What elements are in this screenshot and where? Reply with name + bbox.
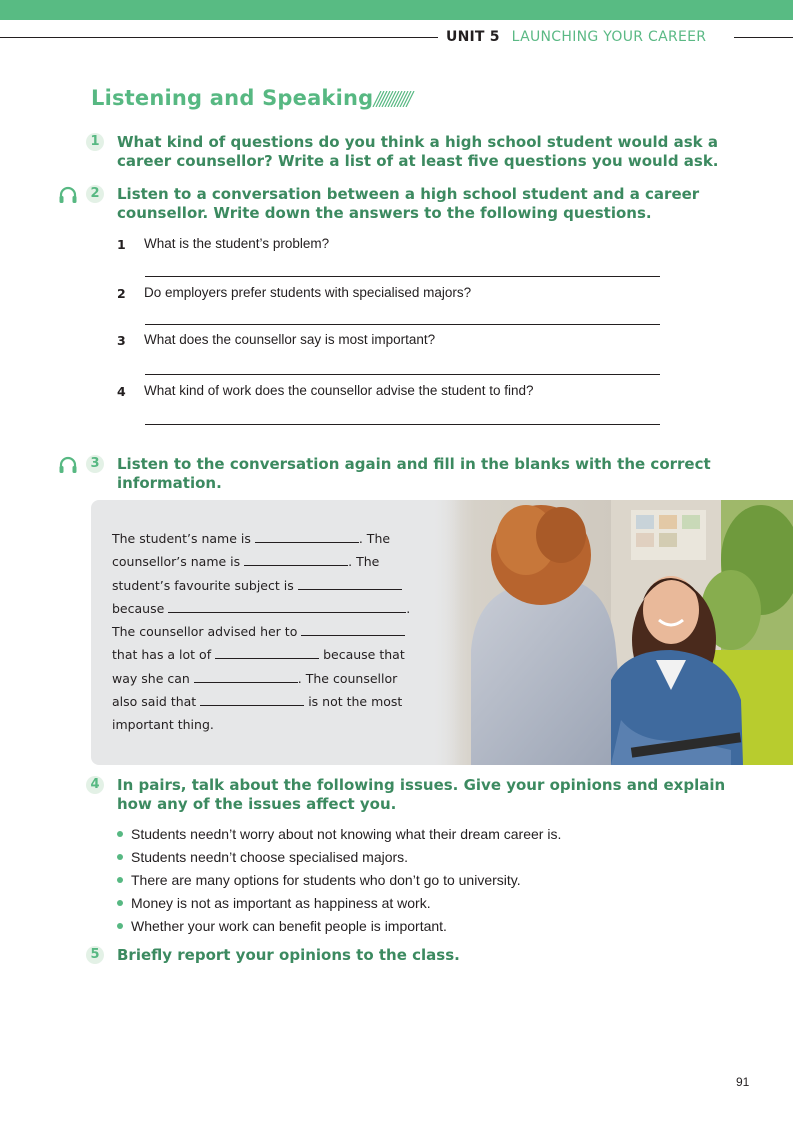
passage-text: because that [323, 647, 405, 663]
blank-reason[interactable] [168, 600, 406, 613]
list-item-text: Students needn’t choose specialised majors. [131, 849, 409, 865]
bullet-icon [117, 900, 123, 906]
list-item-text: Money is not as important as happiness at work. [131, 895, 431, 911]
counselling-photo [431, 500, 793, 765]
passage-text: student’s favourite subject is [112, 577, 294, 593]
blank-counsellor-name[interactable] [244, 553, 348, 566]
passage-text: also said that [112, 694, 197, 710]
unit-label: UNIT 5 [446, 29, 500, 45]
page-number: 91 [736, 1075, 750, 1089]
list-item-text: Students needn’t worry about not knowing what their dream career is. [131, 826, 562, 842]
list-item-text: There are many options for students who don’t go to university. [131, 872, 521, 888]
passage-text: . The [358, 531, 391, 546]
passage-text: . The counsellor [297, 670, 398, 686]
passage-text: . The [348, 554, 380, 570]
list-item-text: Whether your work can benefit people is important. [131, 918, 447, 934]
passage-text: that has a lot of [112, 647, 212, 663]
question-number: 1 [117, 237, 126, 252]
blank-she-can[interactable] [194, 670, 298, 683]
passage-text: is not the most [308, 694, 403, 710]
question-text: What kind of work does the counsellor advise the student to find? [144, 383, 534, 398]
hatch-decoration-icon [371, 91, 415, 107]
bullet-icon [117, 877, 123, 883]
blank-favourite-subject[interactable] [298, 577, 402, 590]
header-rule-right [734, 37, 793, 38]
passage-text: because [112, 600, 165, 616]
passage-text: . [406, 600, 411, 616]
passage-text: important thing. [112, 717, 214, 733]
question-number: 4 [117, 384, 126, 399]
headphones-icon [58, 185, 78, 205]
running-header [446, 29, 728, 47]
exercise-5-number: 5 [86, 946, 104, 964]
exercise-1-number: 1 [86, 133, 104, 151]
bullet-icon [117, 923, 123, 929]
issues-list [117, 823, 717, 938]
header-rule-left [0, 37, 438, 38]
exercise-3-number: 3 [86, 455, 104, 473]
exercise-1-instruction: What kind of questions do you think a high school student would ask a career counsellor? Write a list of at least five questions you would ask. [117, 133, 719, 170]
list-item [117, 892, 717, 915]
bullet-icon [117, 854, 123, 860]
headphones-icon [58, 455, 78, 475]
answer-line-4[interactable] [145, 424, 660, 425]
question-number: 2 [117, 286, 126, 301]
blank-advice[interactable] [301, 623, 405, 636]
list-item [117, 869, 717, 892]
exercise-3-instruction: Listen to the conversation again and fill in the blanks with the correct information. [117, 455, 711, 492]
section-title: Listening and Speaking [91, 86, 374, 110]
list-item [117, 846, 717, 869]
blank-a-lot-of[interactable] [215, 646, 319, 659]
bullet-icon [117, 831, 123, 837]
answer-line-1[interactable] [145, 276, 660, 277]
exercise-2-instruction: Listen to a conversation between a high school student and a career counsellor. Write down the answers to the following questions. [117, 185, 700, 222]
question-number: 3 [117, 333, 126, 348]
top-color-band [0, 0, 793, 20]
gap-fill-passage [112, 527, 412, 737]
blank-student-name[interactable] [255, 530, 359, 543]
exercise-4-instruction: In pairs, talk about the following issues. Give your opinions and explain how any of the issues affect you. [117, 776, 726, 813]
passage-text: counsellor’s name is [112, 554, 241, 570]
answer-line-3[interactable] [145, 374, 660, 375]
list-item [117, 823, 717, 846]
blank-also-said[interactable] [200, 693, 304, 706]
list-item [117, 915, 717, 938]
question-text: Do employers prefer students with specialised majors? [144, 285, 472, 300]
exercise-4-number: 4 [86, 776, 104, 794]
passage-text: The student’s name is [112, 531, 251, 546]
passage-text: way she can [112, 670, 190, 686]
unit-title: LAUNCHING YOUR CAREER [511, 29, 707, 45]
exercise-5-instruction: Briefly report your opinions to the class. [117, 946, 460, 964]
question-text: What does the counsellor say is most important? [144, 332, 436, 347]
passage-text: The counsellor advised her to [112, 624, 298, 640]
fill-in-box [91, 500, 793, 765]
question-text: What is the student’s problem? [144, 236, 330, 251]
answer-line-2[interactable] [145, 324, 660, 325]
exercise-2-number: 2 [86, 185, 104, 203]
